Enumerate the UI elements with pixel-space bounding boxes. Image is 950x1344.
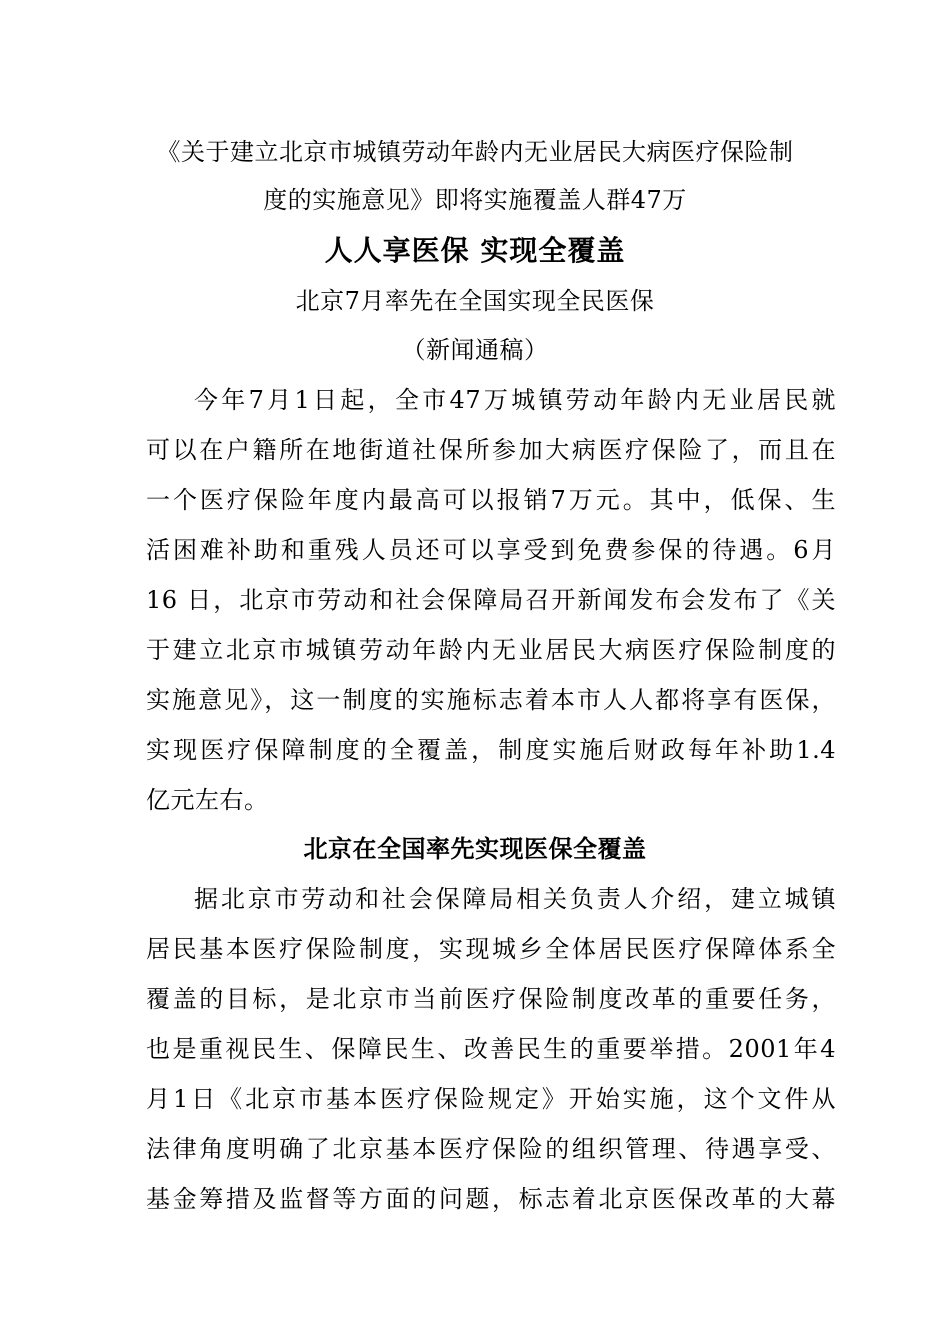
paragraph-1-line: 一个医疗保险年度内最高可以报销7万元。其中，低保、生	[146, 486, 836, 514]
title-line-1: 《关于建立北京市城镇劳动年龄内无业居民大病医疗保险制	[156, 138, 794, 166]
headline: 人人享医保 实现全覆盖	[324, 234, 626, 267]
title-line-2: 度的实施意见》即将实施覆盖人群47万	[263, 186, 687, 214]
paragraph-1-line: 活困难补助和重残人员还可以享受到免费参保的待遇。6月	[146, 536, 836, 564]
section-heading: 北京在全国率先实现医保全覆盖	[303, 834, 647, 863]
paragraph-2-line: 也是重视民生、保障民生、改善民生的重要举措。2001年4	[146, 1035, 836, 1063]
paragraph-1-line: 今年7月1日起，全市47万城镇劳动年龄内无业居民就	[194, 386, 836, 414]
paragraph-1-line: 实施意见》，这一制度的实施标志着本市人人都将享有医保，	[146, 686, 836, 714]
paragraph-1-line: 亿元左右。	[146, 786, 269, 814]
paragraph-1-line: 可以在户籍所在地街道社保所参加大病医疗保险了，而且在	[146, 436, 836, 464]
paragraph-2-line: 据北京市劳动和社会保障局相关负责人介绍，建立城镇	[194, 885, 836, 913]
paragraph-2-line: 月1日《北京市基本医疗保险规定》开始实施，这个文件从	[146, 1085, 836, 1113]
paragraph-1-line: 16 日，北京市劳动和社会保障局召开新闻发布会发布了《关	[146, 586, 836, 614]
paragraph-1-line: 于建立北京市城镇劳动年龄内无业居民大病医疗保险制度的	[146, 636, 836, 664]
subtitle: 北京7月率先在全国实现全民医保	[295, 287, 655, 315]
press-release-tag: （新闻通稿）	[401, 336, 549, 364]
paragraph-2-line: 法律角度明确了北京基本医疗保险的组织管理、待遇享受、	[146, 1135, 836, 1163]
paragraph-1-line: 实现医疗保障制度的全覆盖，制度实施后财政每年补助1.4	[146, 736, 836, 764]
paragraph-2-line: 覆盖的目标，是北京市当前医疗保险制度改革的重要任务，	[146, 985, 836, 1013]
paragraph-2-line: 基金筹措及监督等方面的问题，标志着北京医保改革的大幕	[146, 1185, 836, 1213]
paragraph-2-line: 居民基本医疗保险制度，实现城乡全体居民医疗保障体系全	[146, 935, 836, 963]
